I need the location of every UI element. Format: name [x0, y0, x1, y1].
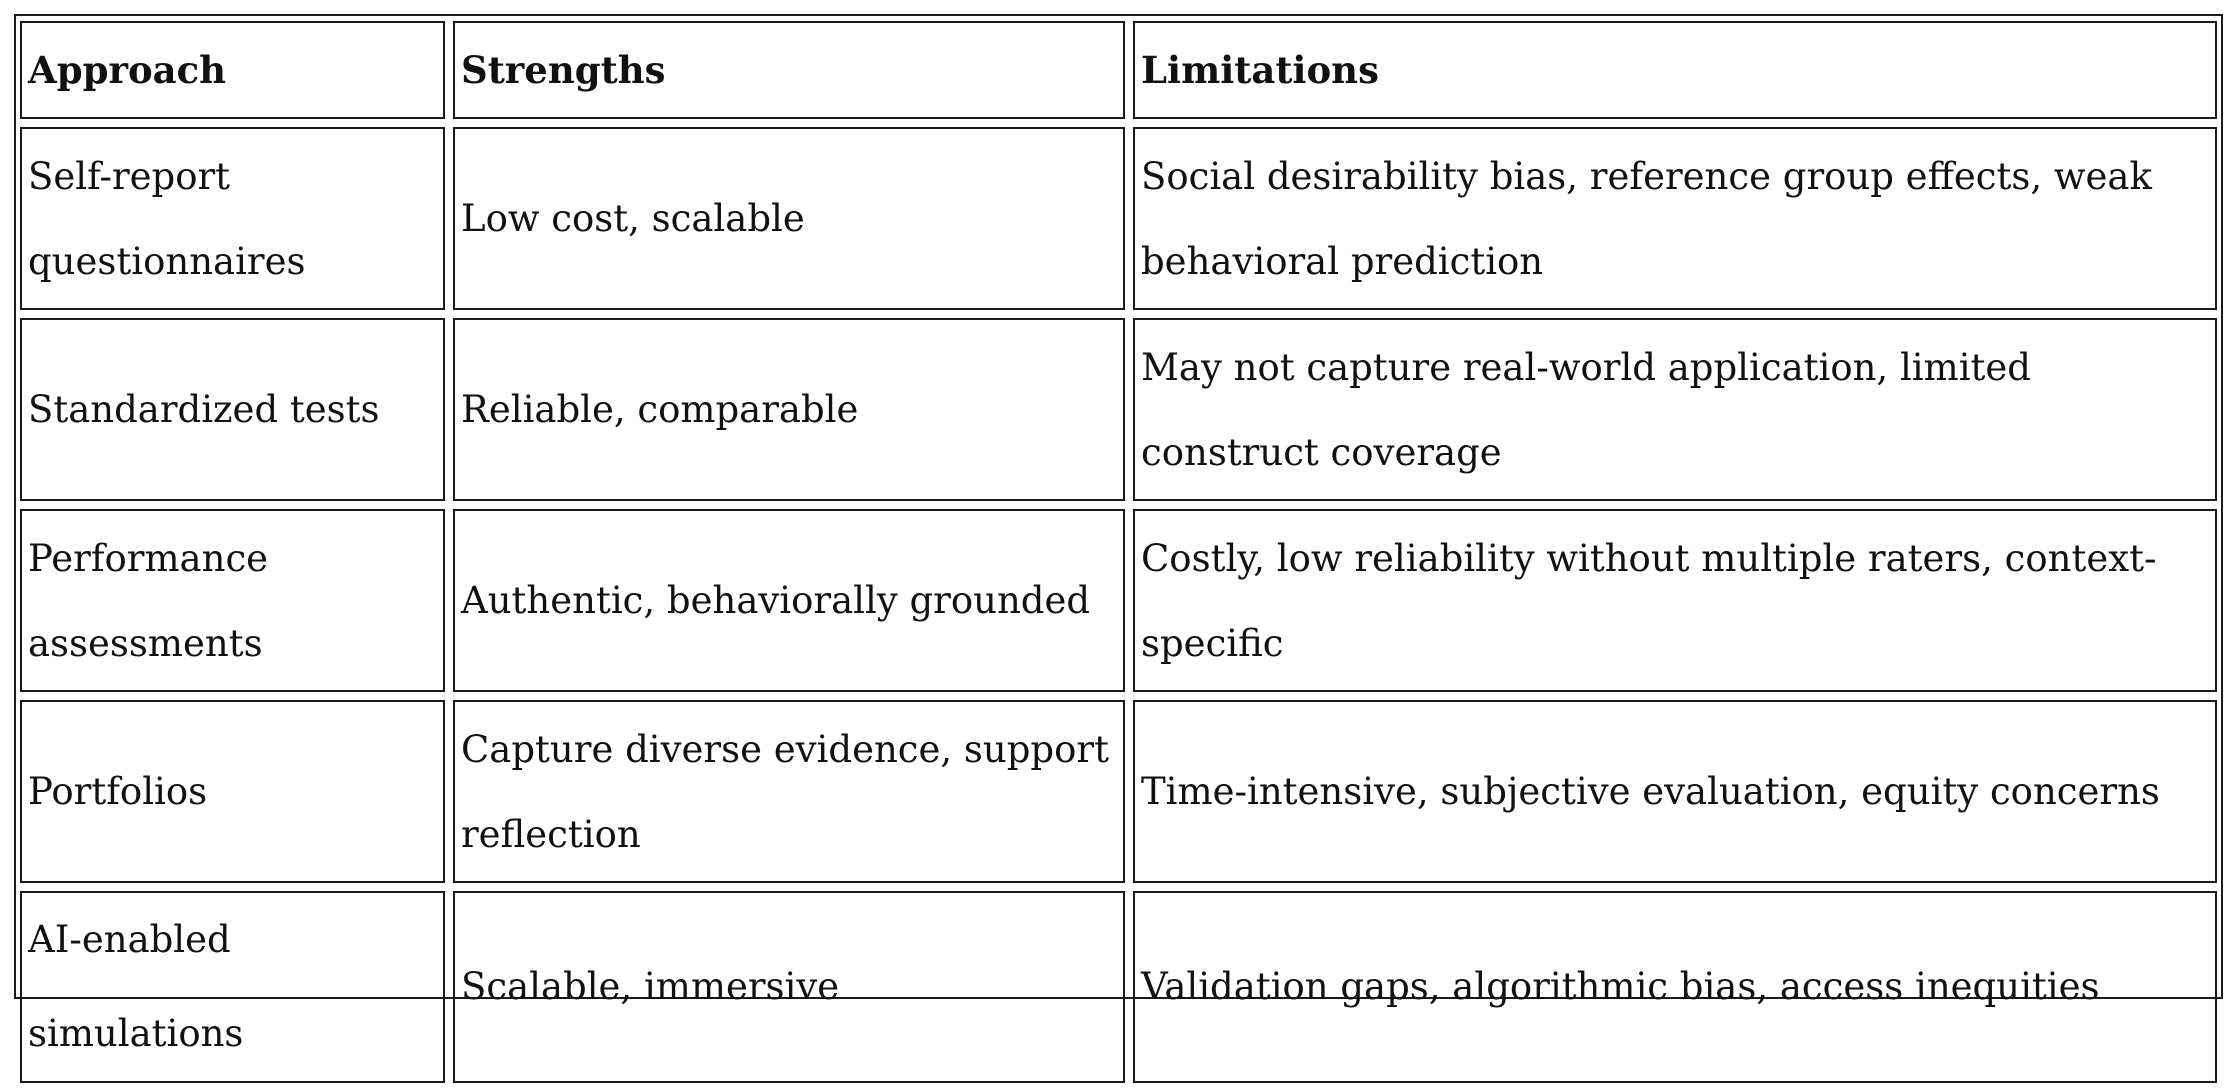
header-approach: Approach	[20, 21, 445, 119]
table-row	[20, 700, 2217, 883]
table-row	[20, 127, 2217, 310]
table-row	[20, 509, 2217, 692]
cell-approach: Performance assessments	[20, 509, 445, 692]
cell-approach: AI-enabled simulations	[20, 891, 445, 1083]
cell-approach: Standardized tests	[20, 318, 445, 501]
table-row	[20, 891, 2217, 1083]
header-strengths: Strengths	[453, 21, 1125, 119]
cell-strengths: Reliable, comparable	[453, 318, 1125, 501]
cell-strengths: Authentic, behaviorally grounded	[453, 509, 1125, 692]
cell-limitations: Costly, low reliability without multiple raters, context-specific	[1133, 509, 2217, 692]
table-header-row	[20, 21, 2217, 119]
cell-limitations: Social desirability bias, reference group effects, weak behavioral prediction	[1133, 127, 2217, 310]
table-row	[20, 318, 2217, 501]
cell-approach: Portfolios	[20, 700, 445, 883]
cell-approach: Self-report questionnaires	[20, 127, 445, 310]
cell-limitations: Time-intensive, subjective evaluation, equity concerns	[1133, 700, 2217, 883]
cell-limitations: Validation gaps, algorithmic bias, access inequities	[1133, 891, 2217, 1083]
header-limitations: Limitations	[1133, 21, 2217, 119]
cell-strengths: Scalable, immersive	[453, 891, 1125, 1083]
cell-strengths: Capture diverse evidence, support reflection	[453, 700, 1125, 883]
cell-limitations: May not capture real-world application, limited construct coverage	[1133, 318, 2217, 501]
cell-strengths: Low cost, scalable	[453, 127, 1125, 310]
comparison-table	[12, 13, 2225, 1091]
